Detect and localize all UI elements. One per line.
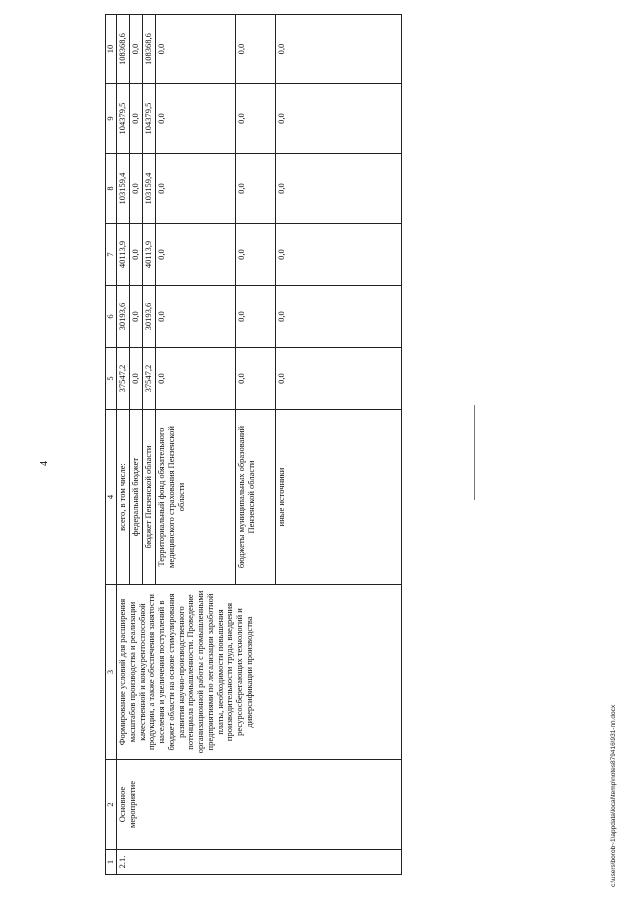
value-cell: 30193,6 [143, 286, 156, 348]
value-cell: 0,0 [276, 348, 402, 410]
value-cell: 0,0 [276, 286, 402, 348]
value-cell: 37547,2 [117, 348, 130, 410]
column-number: 2 [106, 760, 117, 850]
value-cell: 108368,6 [143, 15, 156, 84]
value-cell: 103159,4 [143, 154, 156, 224]
value-cell: 0,0 [236, 286, 276, 348]
source-name-cell: иные источники [276, 410, 402, 585]
footer-file-path: c:\users\borob~1\appdata\local\temp\notes879416\931-пп.docx [610, 704, 617, 887]
column-number: 9 [106, 84, 117, 154]
value-cell: 0,0 [236, 84, 276, 154]
value-cell: 108368,6 [117, 15, 130, 84]
value-cell: 104379,5 [143, 84, 156, 154]
rotated-table-wrapper [105, 15, 435, 875]
value-cell: 0,0 [156, 84, 236, 154]
column-number: 8 [106, 154, 117, 224]
value-cell: 0,0 [276, 15, 402, 84]
value-cell: 40113,9 [143, 224, 156, 286]
value-cell: 40113,9 [117, 224, 130, 286]
value-cell: 0,0 [276, 224, 402, 286]
value-cell: 0,0 [156, 154, 236, 224]
value-cell: 30193,6 [117, 286, 130, 348]
column-number: 7 [106, 224, 117, 286]
value-cell: 0,0 [276, 84, 402, 154]
value-cell: 104379,5 [117, 84, 130, 154]
value-cell: 0,0 [130, 224, 143, 286]
value-cell: 0,0 [130, 348, 143, 410]
row-number-cell: 2.1. [117, 850, 402, 875]
column-number: 6 [106, 286, 117, 348]
measure-type-cell: Основное мероприятие [117, 760, 402, 850]
value-cell: 37547,2 [143, 348, 156, 410]
measure-description-cell: Формирование условий для расширения масштабов производства и реализации качественной и конкурентоспособной продукции, а также обеспечения занятости населения и увеличения поступлений в бюджет области на основе стимулирования развития научно-производственного потенциала промышленности. Проведение организационной работы с промышленными предприятиями по легализации заработной платы, необходимости повышения производительности труда, внедрения ресурсосберегающих технологий и диверсификации производства [117, 585, 402, 760]
value-cell: 0,0 [276, 154, 402, 224]
column-number: 4 [106, 410, 117, 585]
value-cell: 0,0 [130, 286, 143, 348]
column-number: 3 [106, 585, 117, 760]
value-cell: 0,0 [130, 154, 143, 224]
source-name-cell: бюджет Пензенской области [143, 410, 156, 585]
value-cell: 0,0 [156, 224, 236, 286]
source-name-cell: Территориальный фонд обязательного медицинского страхования Пензенской области [156, 410, 236, 585]
column-number-row [106, 15, 117, 875]
column-number: 10 [106, 15, 117, 84]
source-name-cell: бюджеты муниципальных образований Пензенской области [236, 410, 276, 585]
funding-table [105, 14, 402, 875]
value-cell: 0,0 [156, 15, 236, 84]
source-name-cell: федеральный бюджет [130, 410, 143, 585]
value-cell: 0,0 [156, 286, 236, 348]
value-cell: 0,0 [130, 84, 143, 154]
value-cell: 0,0 [130, 15, 143, 84]
value-cell: 0,0 [156, 348, 236, 410]
value-cell: 0,0 [236, 15, 276, 84]
value-cell: 0,0 [236, 224, 276, 286]
separator-line [474, 405, 475, 500]
column-number: 1 [106, 850, 117, 875]
value-cell: 0,0 [236, 348, 276, 410]
page-number: 4 [39, 461, 50, 466]
column-number: 5 [106, 348, 117, 410]
table-row [117, 15, 130, 875]
value-cell: 103159,4 [117, 154, 130, 224]
value-cell: 0,0 [236, 154, 276, 224]
source-name-cell: всего, в том числе: [117, 410, 130, 585]
